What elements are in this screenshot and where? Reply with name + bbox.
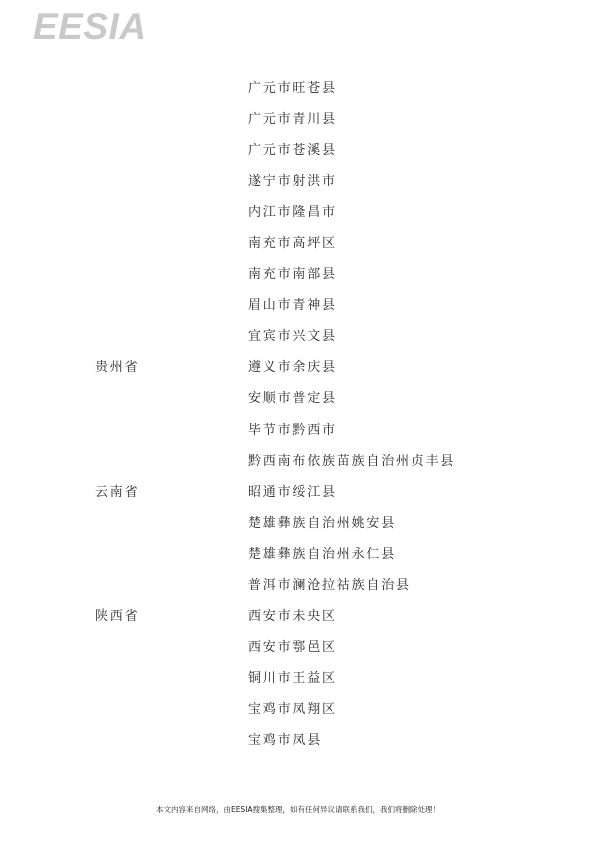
eesia-logo: EESIA bbox=[33, 6, 147, 47]
county-name: 普洱市澜沧拉祜族自治县 bbox=[248, 578, 411, 593]
county-name: 宜宾市兴文县 bbox=[248, 329, 337, 345]
county-name: 西安市鄠邑区 bbox=[248, 640, 337, 656]
list-item bbox=[0, 290, 596, 321]
county-name: 宝鸡市凤翔区 bbox=[248, 702, 337, 718]
county-name: 南充市高坪区 bbox=[248, 235, 337, 251]
list-item bbox=[0, 508, 596, 539]
list-item bbox=[0, 539, 596, 570]
list-item bbox=[0, 104, 596, 135]
county-name: 广元市旺苍县 bbox=[248, 80, 337, 96]
county-name: 遵义市余庆县 bbox=[248, 360, 337, 376]
county-name: 内江市隆昌市 bbox=[248, 204, 337, 220]
list-item bbox=[0, 570, 596, 601]
list-item bbox=[0, 73, 596, 104]
list-item bbox=[0, 321, 596, 352]
county-name: 安顺市普定县 bbox=[248, 391, 337, 407]
county-name: 南充市南部县 bbox=[248, 267, 337, 283]
county-name: 遂宁市射洪市 bbox=[248, 173, 337, 189]
county-name: 广元市青川县 bbox=[248, 111, 337, 127]
list-item bbox=[0, 166, 596, 197]
province-name: 贵州省 bbox=[95, 360, 140, 376]
province-name: 云南省 bbox=[95, 484, 140, 500]
list-item bbox=[0, 259, 596, 290]
county-name: 铜川市王益区 bbox=[248, 671, 337, 687]
list-item bbox=[0, 601, 596, 632]
county-name: 毕节市黔西市 bbox=[248, 422, 337, 438]
list-item bbox=[0, 352, 596, 383]
county-name: 黔西南布依族苗族自治州贞丰县 bbox=[248, 453, 456, 469]
list-item bbox=[0, 415, 596, 446]
list-item bbox=[0, 135, 596, 166]
county-name: 广元市苍溪县 bbox=[248, 142, 337, 158]
list-item bbox=[0, 632, 596, 663]
county-name: 西安市未央区 bbox=[248, 609, 337, 625]
list-item bbox=[0, 228, 596, 259]
county-name: 楚雄彝族自治州姚安县 bbox=[248, 515, 397, 531]
list-item bbox=[0, 446, 596, 477]
list-item bbox=[0, 477, 596, 508]
province-name: 陕西省 bbox=[95, 609, 140, 625]
list-item bbox=[0, 725, 596, 756]
county-name: 楚雄彝族自治州永仁县 bbox=[248, 546, 397, 562]
county-name: 眉山市青神县 bbox=[248, 298, 337, 314]
footer-disclaimer: 本文内容来自网络，由EESIA搜集整理，如有任何异议请联系我们，我们将删除处理！ bbox=[155, 805, 441, 814]
list-item bbox=[0, 694, 596, 725]
county-name: 宝鸡市凤县 bbox=[248, 733, 323, 749]
county-list bbox=[0, 73, 596, 757]
list-item bbox=[0, 383, 596, 414]
list-item bbox=[0, 197, 596, 228]
list-item bbox=[0, 663, 596, 694]
county-name: 昭通市绥江县 bbox=[248, 484, 337, 500]
